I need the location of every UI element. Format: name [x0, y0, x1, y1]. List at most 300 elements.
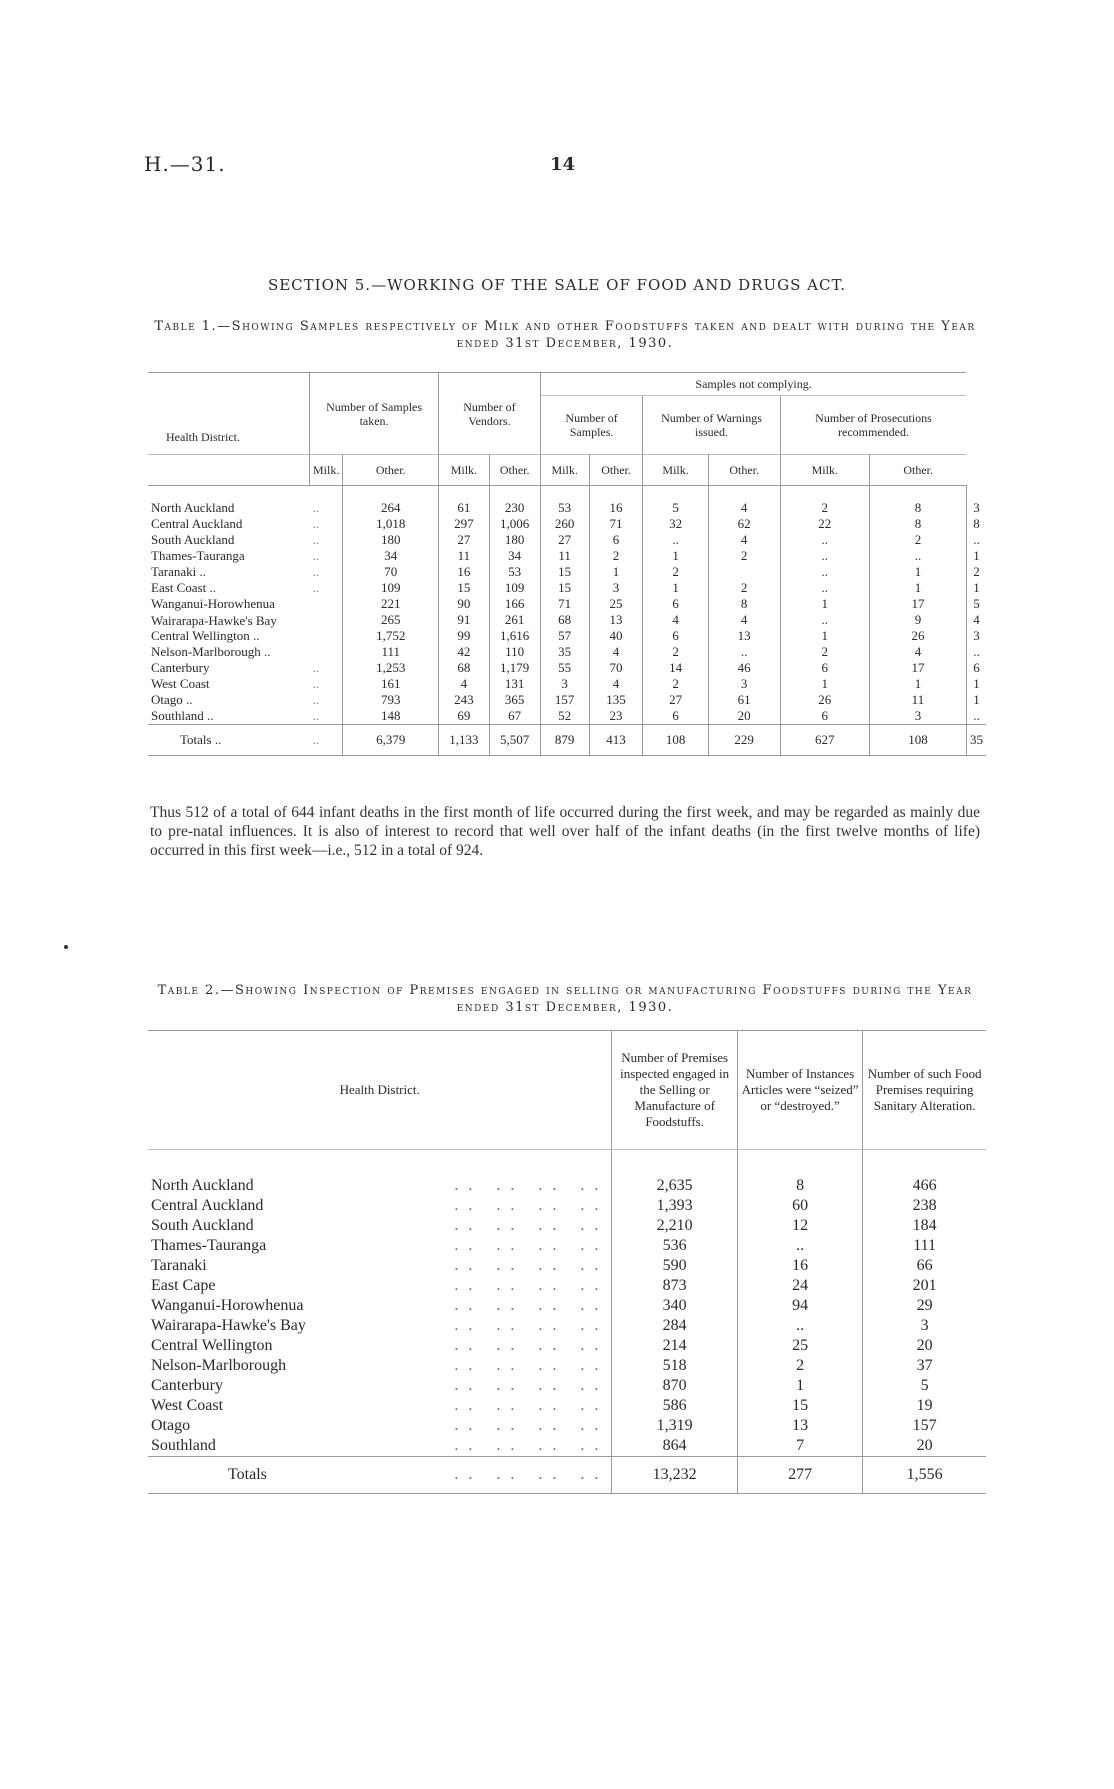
cell-value: 6 [780, 660, 869, 676]
cell-value: 1 [973, 548, 980, 563]
table-row [148, 676, 986, 692]
cell-value: 4 [643, 612, 708, 628]
cell-value: 5 [920, 1377, 929, 1394]
table1-caption: Table 1.—Showing Samples respectively of Milk and other Foodstuffs taken and dealt with during the Year ended 31st December, 1930. [154, 319, 976, 351]
cell-value: 37 [916, 1357, 933, 1374]
cell-value: 1,018 [343, 516, 439, 532]
cell-value: 5,507 [489, 725, 540, 756]
cell-value: .. [780, 564, 869, 580]
district-label: Central Wellington [151, 1337, 273, 1354]
cell-value: 42 [439, 644, 489, 660]
cell-value: 180 [343, 532, 439, 548]
table-row [148, 708, 986, 725]
district-label: Wairarapa-Hawke's Bay [151, 1317, 306, 1334]
cell-value: 13,232 [612, 1457, 738, 1494]
cell-value: 518 [612, 1356, 738, 1376]
table-row [148, 1216, 986, 1236]
district-name [148, 1236, 612, 1256]
district-name: Wanganui-Horowhenua [151, 596, 275, 611]
district-label: South Auckland [151, 1217, 254, 1234]
vendors-header: Number of Vendors. [439, 373, 541, 455]
cell-value: 6 [643, 596, 708, 612]
district-name: North Auckland [151, 500, 235, 515]
cell-value: 11 [439, 548, 489, 564]
leader-dots: .. .. .. .. [454, 1257, 609, 1274]
cell-value: 229 [708, 725, 780, 756]
cell-value: 340 [612, 1296, 738, 1316]
table-row [148, 1376, 986, 1396]
cell-value: 25 [737, 1336, 862, 1356]
cell-value: 15 [540, 564, 589, 580]
district-name [148, 1457, 612, 1494]
cell-value: 61 [439, 486, 489, 517]
cell-value: 7 [737, 1436, 862, 1457]
district-name [148, 1276, 612, 1296]
cell-value: 53 [540, 486, 589, 517]
nc-milk-header: Milk. [540, 455, 589, 486]
cell-value: 1,752 [343, 628, 439, 644]
cell-value: 297 [439, 516, 489, 532]
cell-value: 27 [643, 692, 708, 708]
prosecutions-other-header: Other. [869, 455, 966, 486]
cell-value: 15 [439, 580, 489, 596]
cell-value: 2 [780, 644, 869, 660]
district-label: Nelson-Marlborough [151, 1357, 287, 1374]
cell-value: 2 [780, 486, 869, 517]
cell-value: 26 [780, 692, 869, 708]
cell-value: 879 [540, 725, 589, 756]
leader-dots: .. [310, 676, 343, 692]
cell-value: 35 [966, 725, 986, 756]
cell-value: 99 [439, 628, 489, 644]
cell-value: 1 [973, 676, 980, 691]
cell-value: 3 [589, 580, 643, 596]
district-name [148, 1150, 612, 1197]
district-label: Thames-Tauranga [151, 1237, 267, 1254]
cell-value: 184 [912, 1217, 937, 1234]
cell-value: 161 [343, 676, 439, 692]
cell-value: 40 [589, 628, 643, 644]
cell-value: .. [973, 708, 980, 723]
cell-value: 53 [489, 564, 540, 580]
cell-value: 67 [489, 708, 540, 725]
cell-value: 4 [589, 676, 643, 692]
leader-dots: .. [310, 692, 343, 708]
premises-table [148, 1030, 986, 1494]
leader-dots: .. [310, 532, 343, 548]
district-label: Otago [151, 1417, 191, 1434]
cell-value: 466 [912, 1177, 937, 1194]
cell-value: 11 [540, 548, 589, 564]
leader-dots: .. .. .. .. [454, 1197, 609, 1214]
leader-dots: .. [310, 725, 343, 756]
warnings-other-header: Other. [708, 455, 780, 486]
leader-dots: .. .. .. .. [454, 1417, 609, 1434]
cell-value: 15 [737, 1396, 862, 1416]
district-name: Central Auckland [151, 516, 243, 531]
cell-value: 365 [489, 692, 540, 708]
cell-value: 91 [439, 612, 489, 628]
table-row [148, 596, 986, 612]
cell-value: 16 [439, 564, 489, 580]
district-label: Central Auckland [151, 1197, 264, 1214]
cell-value: 413 [589, 725, 643, 756]
cell-value: 94 [737, 1296, 862, 1316]
cell-value: 17 [869, 660, 966, 676]
cell-value: 69 [439, 708, 489, 725]
cell-value: 111 [913, 1237, 937, 1254]
table-row [148, 486, 986, 517]
table-row [148, 580, 986, 596]
cell-value: 2 [869, 532, 966, 548]
cell-value: 1 [869, 580, 966, 596]
samples-taken-header: Number of Samples taken. [310, 373, 439, 455]
cell-value: 180 [489, 532, 540, 548]
table-row [148, 692, 986, 708]
cell-value: 12 [737, 1216, 862, 1236]
cell-value: 214 [612, 1336, 738, 1356]
cell-value: 157 [540, 692, 589, 708]
sanitary-header: Number of such Food Premises requiring Sanitary Alteration. [863, 1031, 986, 1150]
cell-value: 627 [780, 725, 869, 756]
leader-dots: .. .. .. .. [454, 1237, 609, 1254]
leader-dots: .. [310, 516, 343, 532]
cell-value: 166 [489, 596, 540, 612]
cell-value: 1 [643, 580, 708, 596]
cell-value: 108 [643, 725, 708, 756]
cell-value: 1 [973, 692, 980, 707]
cell-value: 8 [869, 516, 966, 532]
district-label: East Cape [151, 1277, 216, 1294]
cell-value: 34 [489, 548, 540, 564]
cell-value: 131 [489, 676, 540, 692]
cell-value: 71 [540, 596, 589, 612]
cell-value: 1 [589, 564, 643, 580]
cell-value: 8 [708, 596, 780, 612]
cell-value: .. [737, 1316, 862, 1336]
section-title: SECTION 5.—WORKING OF THE SALE OF FOOD AND DRUGS ACT. [267, 276, 847, 294]
cell-value: 32 [643, 516, 708, 532]
cell-value: 2,210 [612, 1216, 738, 1236]
district-name: South Auckland [151, 532, 235, 547]
cell-value: 2 [589, 548, 643, 564]
premises-header: Number of Premises inspected engaged in the Selling or Manufacture of Foodstuffs. [612, 1031, 738, 1150]
district-name: Taranaki .. [151, 564, 207, 579]
samples-milk-header: Milk. [310, 455, 343, 486]
cell-value: 6,379 [343, 725, 439, 756]
cell-value: 265 [343, 612, 439, 628]
cell-value: 111 [343, 644, 439, 660]
district-name [148, 1356, 612, 1376]
district-name [148, 1396, 612, 1416]
cell-value: 873 [612, 1276, 738, 1296]
district-name: Canterbury [151, 660, 210, 675]
cell-value: 8 [737, 1150, 862, 1197]
cell-value: 4 [708, 532, 780, 548]
cell-value: 17 [869, 596, 966, 612]
cell-value: 260 [540, 516, 589, 532]
district-name [148, 1296, 612, 1316]
cell-value: 13 [589, 612, 643, 628]
cell-value: 238 [912, 1197, 937, 1214]
cell-value: 16 [589, 486, 643, 517]
table-row [148, 548, 986, 564]
district-label: Wanganui-Horowhenua [151, 1297, 304, 1314]
cell-value: 13 [708, 628, 780, 644]
district-header-2: Health District. [148, 1031, 612, 1150]
cell-value: 1,616 [489, 628, 540, 644]
cell-value: 536 [612, 1236, 738, 1256]
table-row [148, 628, 986, 644]
cell-value: .. [737, 1236, 862, 1256]
cell-value: 586 [612, 1396, 738, 1416]
table-row [148, 1336, 986, 1356]
district-label: Southland [151, 1437, 216, 1454]
cell-value: 61 [708, 692, 780, 708]
cell-value: 70 [343, 564, 439, 580]
cell-value: 1,253 [343, 660, 439, 676]
leader-dots [310, 644, 343, 660]
cell-value: 55 [540, 660, 589, 676]
district-label: North Auckland [151, 1177, 254, 1194]
cell-value: 14 [643, 660, 708, 676]
cell-value: 1 [780, 628, 869, 644]
cell-value [708, 564, 780, 580]
leader-dots: .. .. .. .. [454, 1377, 609, 1394]
cell-value: 26 [869, 628, 966, 644]
leader-dots: .. .. .. .. [454, 1337, 609, 1354]
cell-value: 243 [439, 692, 489, 708]
table-row [148, 612, 986, 628]
cell-value: .. [708, 644, 780, 660]
cell-value: 1,179 [489, 660, 540, 676]
cell-value: 590 [612, 1256, 738, 1276]
cell-value: .. [643, 532, 708, 548]
table-row [148, 1150, 986, 1197]
cell-value: 57 [540, 628, 589, 644]
warnings-milk-header: Milk. [643, 455, 708, 486]
cell-value: 62 [708, 516, 780, 532]
cell-value: 27 [439, 532, 489, 548]
cell-value: 1 [869, 564, 966, 580]
district-name: Totals .. [148, 725, 310, 756]
district-label: Totals [228, 1466, 267, 1483]
cell-value: 4 [589, 644, 643, 660]
cell-value: 4 [708, 612, 780, 628]
cell-value: 8 [973, 516, 980, 531]
samples-other-header: Other. [343, 455, 439, 486]
district-name: East Coast .. [151, 580, 216, 595]
cell-value: 6 [643, 708, 708, 725]
cell-value: 6 [973, 660, 980, 675]
cell-value: .. [780, 612, 869, 628]
cell-value: 34 [343, 548, 439, 564]
cell-value: 1,393 [612, 1196, 738, 1216]
cell-value: 70 [589, 660, 643, 676]
leader-dots: .. .. .. .. [454, 1277, 609, 1294]
table2-caption: Table 2.—Showing Inspection of Premises engaged in selling or manufacturing Foodstuffs during the Year ended 31st December, 1930. [157, 983, 973, 1015]
leader-dots: .. [310, 548, 343, 564]
nc-samples-header: Number of Samples. [540, 396, 643, 455]
cell-value: 1 [780, 596, 869, 612]
cell-value: 109 [489, 580, 540, 596]
district-name: Wairarapa-Hawke's Bay [151, 612, 277, 628]
cell-value: 3 [973, 628, 980, 643]
cell-value: 5 [643, 486, 708, 517]
cell-value: 1,006 [489, 516, 540, 532]
cell-value: 5 [973, 596, 980, 611]
infant-deaths-paragraph: Thus 512 of a total of 644 infant deaths in the first month of life occurred during the first week, and may be regarded as mainly due to pre-natal influences. It is also of interest to record that well over half of the infant deaths (in the first twelve months of life) occurred in this first week—i.e., 512 in a total of 924. [150, 804, 980, 859]
leader-dots: .. [310, 580, 343, 596]
leader-dots: .. .. .. .. [454, 1357, 609, 1374]
cell-value: 277 [737, 1457, 862, 1494]
cell-value: 29 [916, 1297, 933, 1314]
cell-value: 19 [916, 1397, 933, 1414]
district-label: Canterbury [151, 1377, 223, 1394]
cell-value: .. [973, 644, 980, 659]
district-name [148, 1256, 612, 1276]
cell-value: 2 [643, 676, 708, 692]
cell-value: 68 [439, 660, 489, 676]
district-name [148, 1216, 612, 1236]
cell-value: 1,556 [863, 1457, 986, 1494]
cell-value: 27 [540, 532, 589, 548]
cell-value: 22 [780, 516, 869, 532]
table-row [148, 564, 986, 580]
cell-value: 8 [869, 486, 966, 517]
leader-dots [310, 612, 343, 628]
cell-value: 4 [439, 676, 489, 692]
cell-value: 108 [869, 725, 966, 756]
cell-value: 16 [737, 1256, 862, 1276]
cell-value: 13 [737, 1416, 862, 1436]
table-row [148, 660, 986, 676]
cell-value: 3 [920, 1317, 929, 1334]
cell-value: 157 [912, 1417, 937, 1434]
vendors-other-header: Other. [489, 455, 540, 486]
cell-value: 2,635 [612, 1150, 738, 1197]
not-complying-header: Samples not complying. [540, 373, 966, 396]
leader-dots: .. [310, 660, 343, 676]
table-row [148, 1296, 986, 1316]
cell-value: 2 [708, 548, 780, 564]
cell-value: 870 [612, 1376, 738, 1396]
prosecutions-header: Number of Prosecutions recommended. [815, 411, 932, 439]
cell-value: 15 [540, 580, 589, 596]
cell-value: 2 [737, 1356, 862, 1376]
cell-value: 864 [612, 1436, 738, 1457]
leader-dots: .. .. .. .. [454, 1466, 609, 1483]
leader-dots [310, 596, 343, 612]
cell-value: 6 [643, 628, 708, 644]
cell-value: 261 [489, 612, 540, 628]
district-name [148, 1336, 612, 1356]
district-name: Thames-Tauranga [151, 548, 245, 563]
cell-value: 3 [869, 708, 966, 725]
district-name [148, 1376, 612, 1396]
cell-value: 23 [589, 708, 643, 725]
table-row [148, 644, 986, 660]
cell-value: 1 [737, 1376, 862, 1396]
district-label: West Coast [151, 1397, 224, 1414]
cell-value: 60 [737, 1196, 862, 1216]
seized-header: Number of Instances Articles were “seized” or “destroyed.” [737, 1031, 862, 1150]
stray-mark [64, 945, 68, 949]
leader-dots [310, 628, 343, 644]
cell-value: 110 [489, 644, 540, 660]
table-row [148, 1316, 986, 1336]
samples-table [148, 372, 986, 756]
vendors-milk-header: Milk. [439, 455, 489, 486]
cell-value: 68 [540, 612, 589, 628]
cell-value: 793 [343, 692, 439, 708]
district-name: Central Wellington .. [151, 628, 260, 643]
district-label: Taranaki [151, 1257, 207, 1274]
district-name [148, 1196, 612, 1216]
table-row [148, 1196, 986, 1216]
cell-value: 3 [973, 499, 980, 515]
totals-row [148, 1457, 986, 1494]
district-name: Southland .. [151, 708, 214, 723]
page-number: 14 [550, 154, 576, 175]
nc-other-header: Other. [589, 455, 643, 486]
table-row [148, 1356, 986, 1376]
page-header-code: H.—31. [144, 152, 226, 176]
cell-value: 35 [540, 644, 589, 660]
cell-value: 3 [708, 676, 780, 692]
cell-value: 264 [343, 486, 439, 517]
cell-value: 2 [708, 580, 780, 596]
cell-value: 46 [708, 660, 780, 676]
cell-value: 52 [540, 708, 589, 725]
cell-value: 6 [780, 708, 869, 725]
cell-value: 20 [916, 1437, 933, 1454]
cell-value: 24 [737, 1276, 862, 1296]
leader-dots: .. .. .. .. [454, 1397, 609, 1414]
cell-value: 4 [869, 644, 966, 660]
cell-value: .. [780, 580, 869, 596]
leader-dots: .. .. .. .. [454, 1297, 609, 1314]
prosecutions-milk-header: Milk. [780, 455, 869, 486]
cell-value: 1,133 [439, 725, 489, 756]
leader-dots: .. .. .. .. [454, 1177, 609, 1194]
cell-value: 221 [343, 596, 439, 612]
cell-value: 1 [643, 548, 708, 564]
cell-value: 20 [916, 1337, 933, 1354]
cell-value: 11 [869, 692, 966, 708]
totals-row [148, 725, 986, 756]
cell-value: 20 [708, 708, 780, 725]
district-name: Nelson-Marlborough .. [151, 644, 271, 659]
table-row [148, 1256, 986, 1276]
leader-dots: .. .. .. .. [454, 1437, 609, 1454]
leader-dots: .. [310, 708, 343, 725]
table-row [148, 516, 986, 532]
district-name [148, 1416, 612, 1436]
table-row [148, 1236, 986, 1256]
cell-value: .. [869, 548, 966, 564]
cell-value: 6 [589, 532, 643, 548]
cell-value: 90 [439, 596, 489, 612]
cell-value: .. [780, 532, 869, 548]
district-name: West Coast [151, 676, 210, 691]
table-row [148, 1396, 986, 1416]
cell-value: 4 [708, 486, 780, 517]
cell-value: 71 [589, 516, 643, 532]
cell-value: 1 [973, 580, 980, 595]
leader-dots: .. .. .. .. [454, 1217, 609, 1234]
cell-value: 1,319 [612, 1416, 738, 1436]
